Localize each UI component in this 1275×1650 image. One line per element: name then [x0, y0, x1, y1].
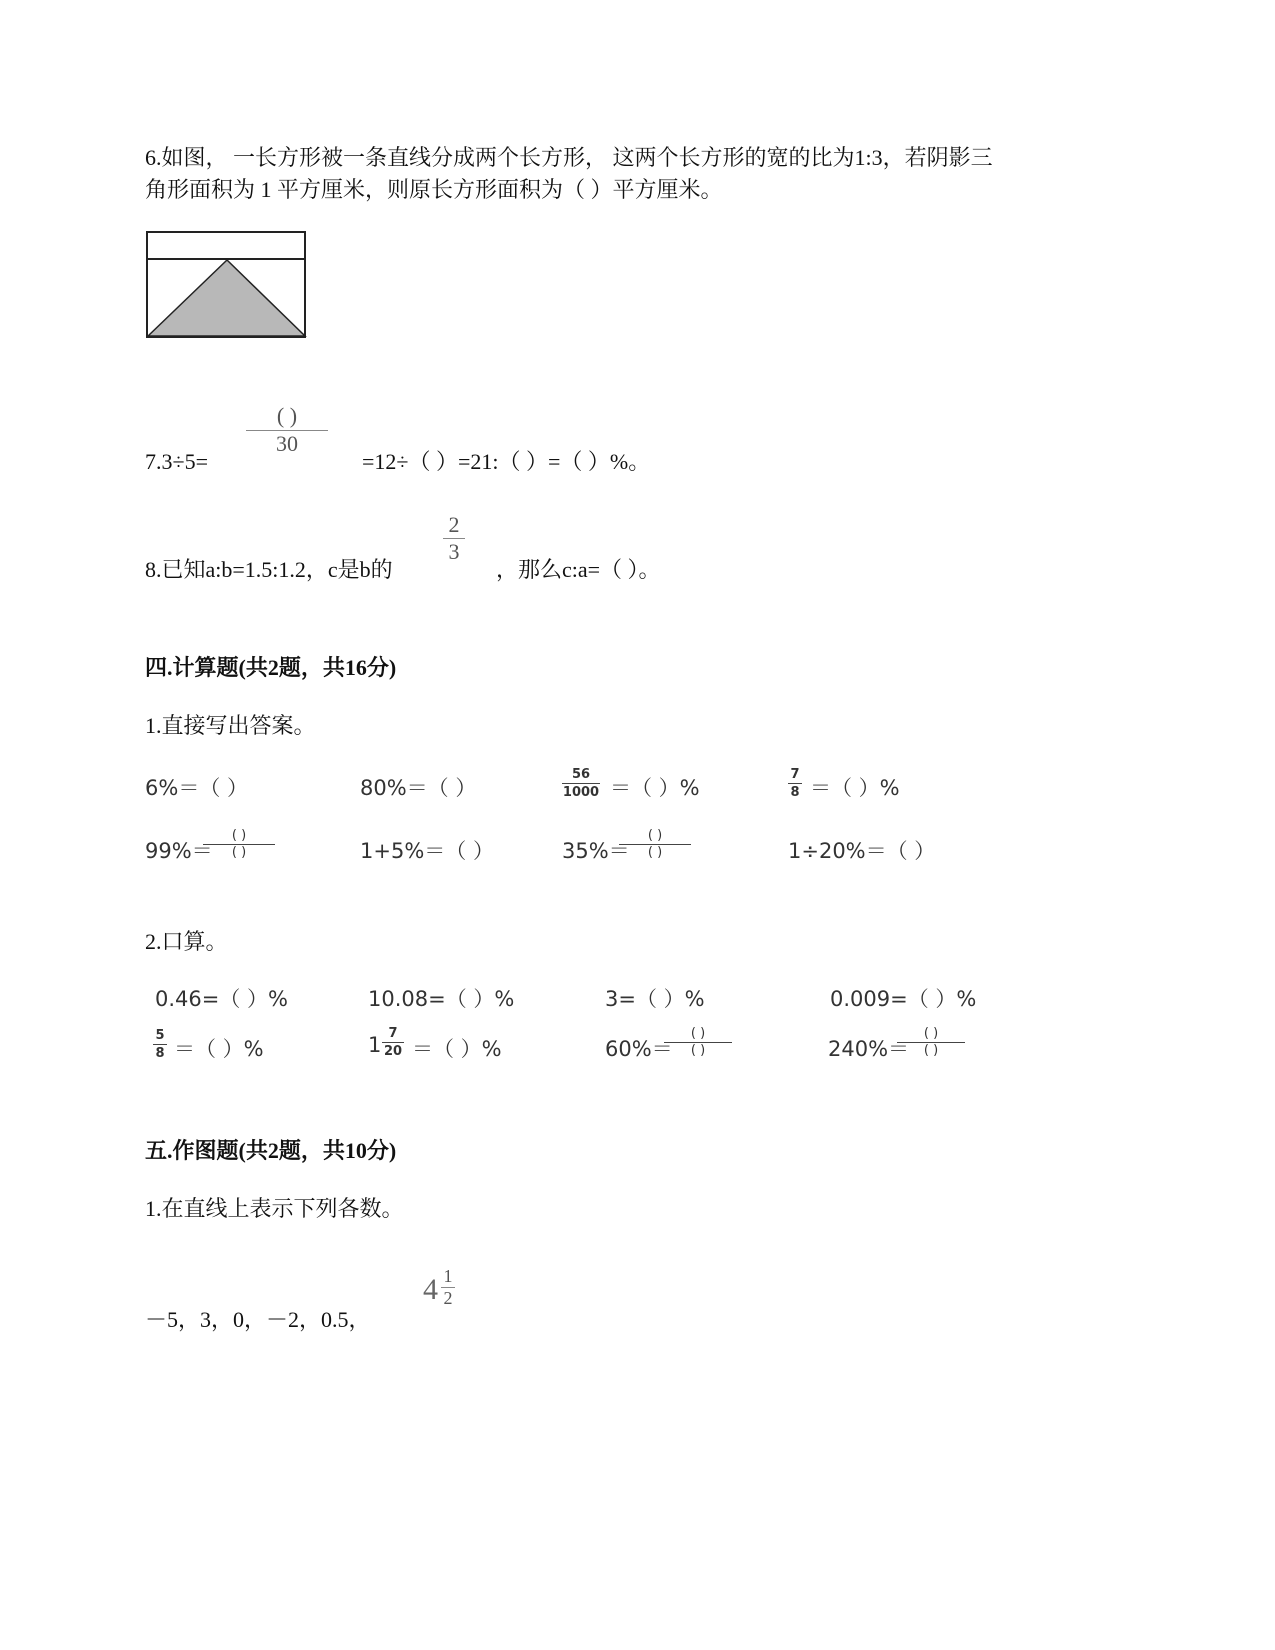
s4p2-r2c4-blank-num: ( ) — [923, 1026, 939, 1041]
s4p2-title: 2.口算。 — [145, 929, 228, 954]
q7-frac-num: ( ) — [276, 403, 298, 428]
q7-suffix: =12÷（ ）=21:（ ）=（ ）%。 — [362, 449, 651, 474]
q7-fraction — [246, 402, 328, 457]
s5p1-mixed-num: 1 — [443, 1266, 453, 1286]
q7-prefix: 7.3÷5= — [145, 449, 208, 474]
s4p1-r1c4-rest: ＝（ ）% — [810, 776, 900, 800]
s4p2-r2c2-whole: 1 — [368, 1033, 382, 1057]
s4p1-r1c4-den: 8 — [788, 783, 802, 801]
s4p2-r2c2-fraction — [382, 1025, 404, 1060]
s4p2-r2c3: 60%＝ — [605, 1037, 673, 1061]
s5p1-numbers: －5，3，0，－2，0.5， — [145, 1307, 371, 1332]
s4p1-r2c4: 1÷20%＝（ ） — [788, 839, 936, 863]
q8-prefix: 8.已知a:b=1.5:1.2，c是b的 — [145, 557, 393, 582]
rectangle-figure — [145, 230, 309, 340]
s4p1-r2c1-blank-fraction — [203, 828, 275, 861]
s4p2-r1c2: 10.08=（ ）% — [368, 987, 515, 1011]
s4p1-r1c3-den: 1000 — [562, 785, 600, 800]
q8-frac-den: 3 — [443, 538, 465, 565]
q8-frac-num: 2 — [448, 512, 460, 537]
s4p1-r2c3: 35%＝ — [562, 839, 630, 863]
s4p2-r2c2-num: 7 — [388, 1026, 398, 1041]
s4p1-r2c1-blank-num: ( ) — [231, 828, 247, 843]
s4p1-r2c1-blank-den: ( ) — [203, 844, 275, 861]
s5p1-mixed-fraction — [441, 1266, 455, 1309]
s4p1-r2c3-blank-num: ( ) — [647, 828, 663, 843]
s4p1-r1c3-fraction — [562, 766, 600, 801]
s4p2-r1c1: 0.46=（ ）% — [155, 987, 288, 1011]
s4p2-r2c4: 240%＝ — [828, 1037, 910, 1061]
section5-title: 五.作图题(共2题，共10分) — [145, 1138, 397, 1163]
s4p2-r2c3-blank-fraction — [664, 1026, 732, 1059]
q6-line1: 6.如图， 一长方形被一条直线分成两个长方形， 这两个长方形的宽的比为1:3，若阴影三 — [145, 145, 993, 170]
s4p1-r1c4-fraction — [788, 766, 802, 801]
q7-frac-den: 30 — [246, 430, 328, 457]
s4p1-r1c4-num: 7 — [790, 767, 800, 782]
shaded-triangle — [148, 260, 305, 336]
s4p1-r1c3-rest: ＝（ ）% — [610, 776, 700, 800]
s4p2-r2c1-den: 8 — [153, 1044, 167, 1062]
s4p1-r2c3-blank-fraction — [619, 828, 691, 861]
s4p2-r1c3: 3=（ ）% — [605, 987, 705, 1011]
s4p2-r2c2-den: 20 — [383, 1044, 403, 1059]
s4p2-r2c1-rest: ＝（ ）% — [174, 1037, 264, 1061]
s4p1-r1c2: 80%＝（ ） — [360, 776, 477, 800]
s4p2-r2c3-blank-den: ( ) — [664, 1042, 732, 1059]
s4p2-r2c1-fraction — [153, 1027, 167, 1062]
s4p1-r1c1: 6%＝（ ） — [145, 776, 248, 800]
s4p2-r2c3-blank-num: ( ) — [690, 1026, 706, 1041]
section4-title: 四.计算题(共2题，共16分) — [145, 655, 397, 680]
s4p1-r1c3-num: 56 — [571, 767, 591, 782]
s4p2-r1c4: 0.009=（ ）% — [830, 987, 977, 1011]
s4p2-r2c1-num: 5 — [155, 1028, 165, 1043]
q6-line2: 角形面积为 1 平方厘米，则原长方形面积为（ ）平方厘米。 — [145, 177, 723, 202]
s5p1-title: 1.在直线上表示下列各数。 — [145, 1196, 404, 1221]
s5p1-mixed-den: 2 — [441, 1287, 455, 1309]
s4p1-r2c1: 99%＝ — [145, 839, 213, 863]
s4p2-r2c4-blank-den: ( ) — [897, 1042, 965, 1059]
s5p1-mixed-whole: 4 — [423, 1273, 438, 1306]
s4p1-title: 1.直接写出答案。 — [145, 713, 316, 738]
s4p1-r2c2: 1+5%＝（ ） — [360, 839, 494, 863]
s4p2-r2c2-rest: ＝（ ）% — [412, 1037, 502, 1061]
q8-fraction — [443, 512, 465, 565]
q8-suffix: ，那么c:a=（ ）。 — [496, 557, 661, 582]
s4p1-r2c3-blank-den: ( ) — [619, 844, 691, 861]
s4p2-r2c4-blank-fraction — [897, 1026, 965, 1059]
